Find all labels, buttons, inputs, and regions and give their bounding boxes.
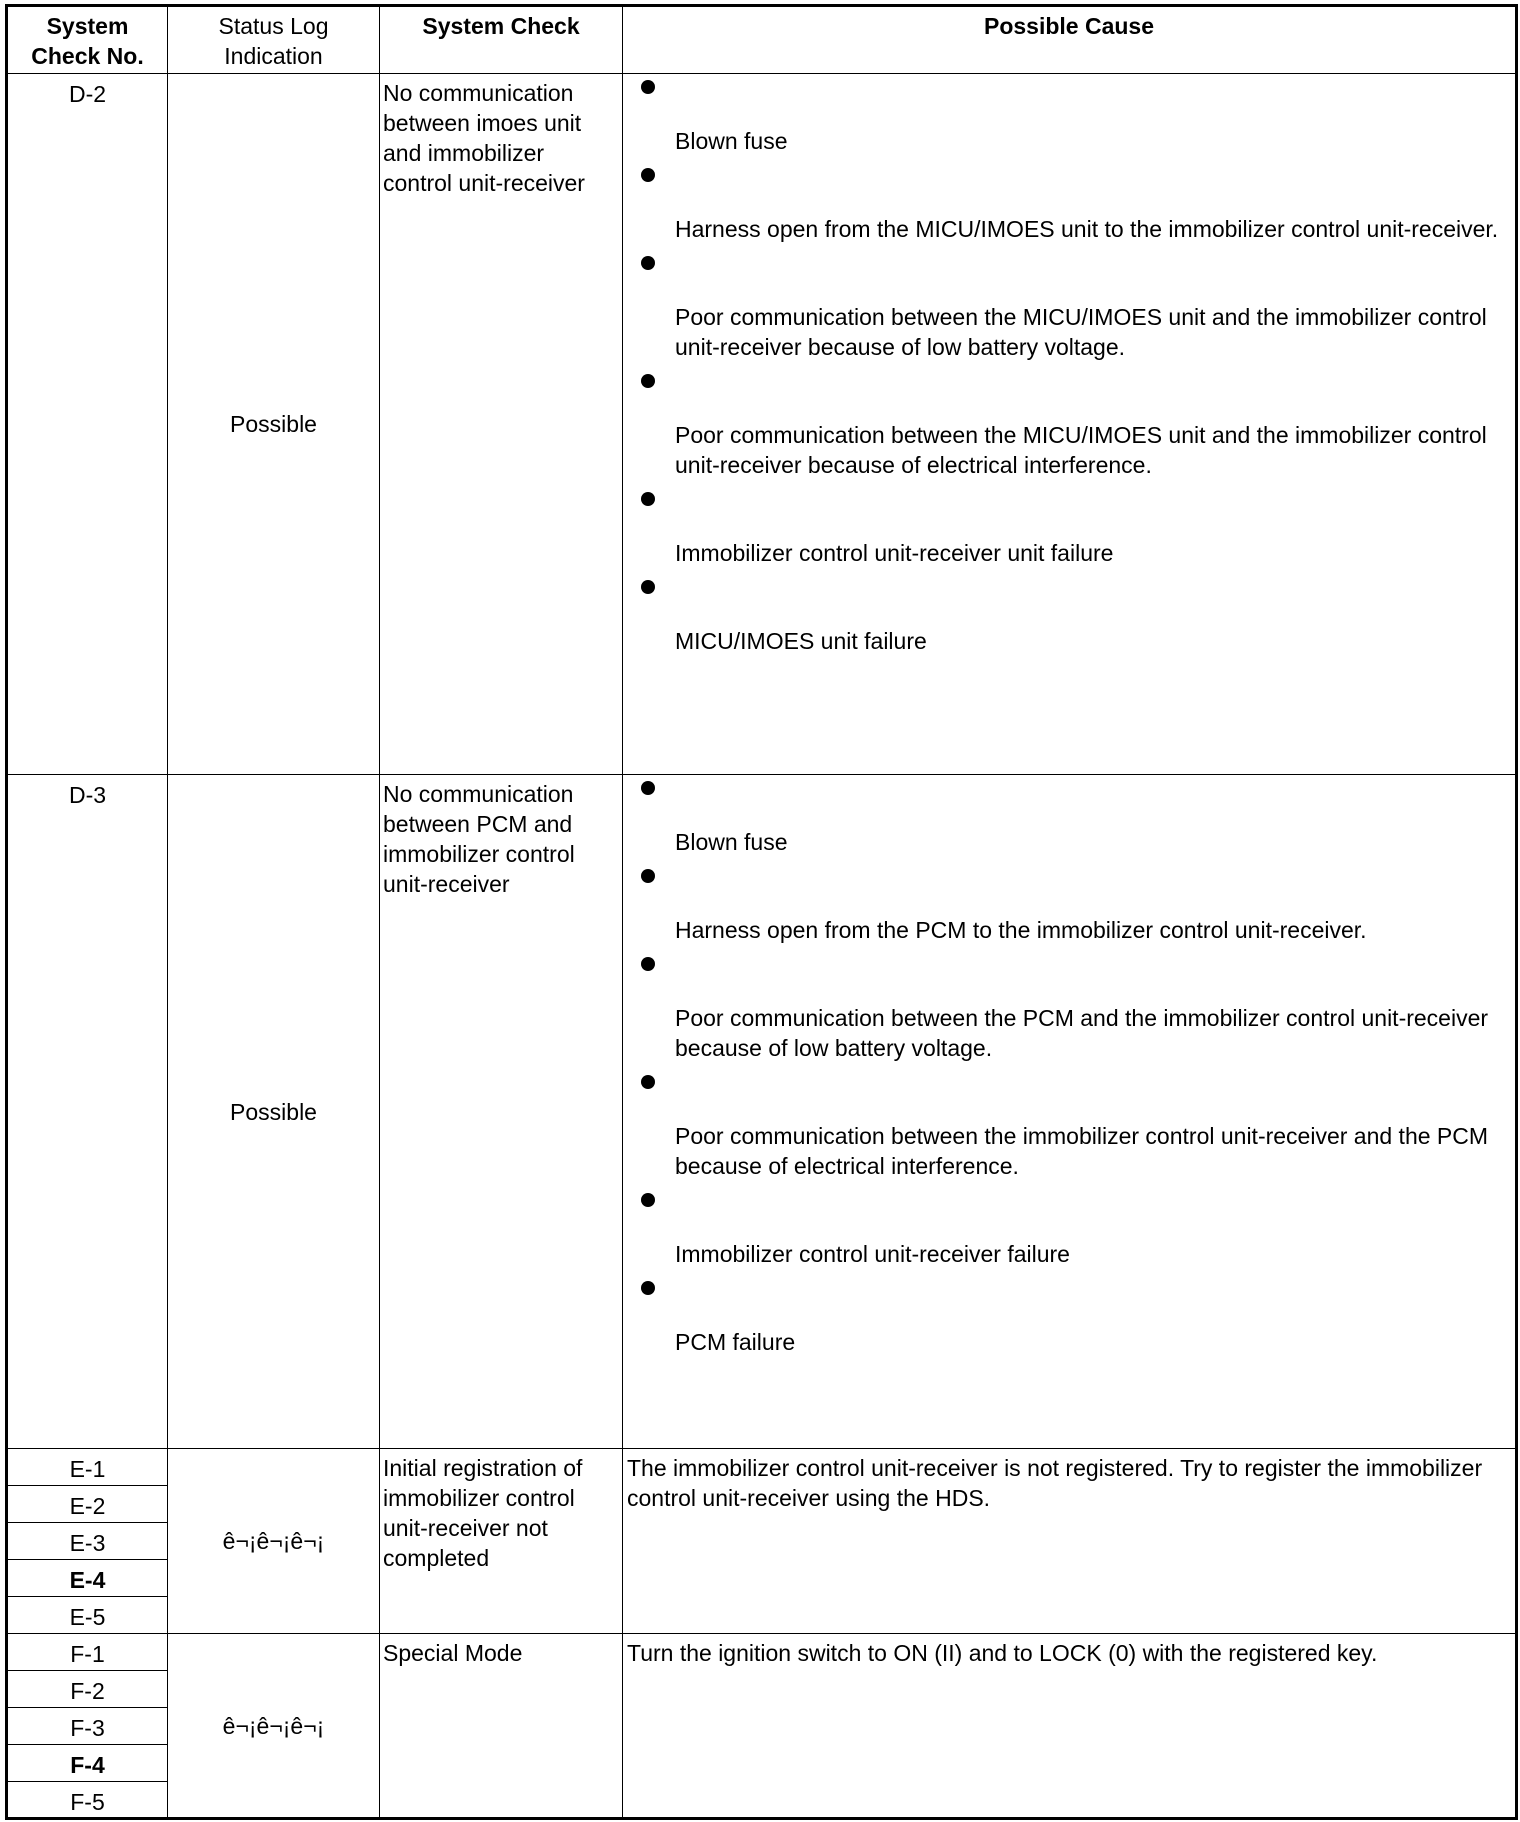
header-possible-cause: Possible Cause	[623, 6, 1517, 74]
list-item	[623, 74, 1509, 156]
system-check-text: Initial registration of immobilizer control unit-receiver not completed	[380, 1449, 623, 1634]
bullet-icon	[641, 1281, 655, 1295]
check-number: E-5	[7, 1597, 168, 1634]
status-log: Possible	[168, 74, 380, 775]
cause-text: Immobilizer control unit-receiver unit failure	[675, 540, 1114, 566]
bullet-icon	[641, 256, 655, 270]
cause-text: Harness open from the MICU/IMOES unit to the immobilizer control unit-receiver.	[675, 216, 1499, 242]
cause-list	[623, 775, 1517, 1449]
bullet-icon	[641, 492, 655, 506]
status-log: Possible	[168, 775, 380, 1449]
header-system-check: System Check	[380, 6, 623, 74]
cause-text: Immobilizer control unit-receiver failure	[675, 1241, 1070, 1267]
bullet-icon	[641, 957, 655, 971]
list-item	[623, 1275, 1509, 1357]
cause-list	[623, 74, 1517, 775]
header-row	[7, 6, 1517, 74]
bullet-icon	[641, 168, 655, 182]
list-item	[623, 368, 1509, 480]
cause-text: Poor communication between the MICU/IMOES unit and the immobilizer control unit-receiver because of electrical interference.	[675, 422, 1487, 478]
list-item	[623, 1187, 1509, 1269]
system-check-text: No communication between PCM and immobilizer control unit-receiver	[380, 775, 623, 1449]
check-number: F-1	[7, 1634, 168, 1671]
check-number: F-2	[7, 1671, 168, 1708]
cause-text: Poor communication between the immobilizer control unit-receiver and the PCM because of electrical interference.	[675, 1123, 1489, 1179]
bullet-icon	[641, 1193, 655, 1207]
bullet-icon	[641, 374, 655, 388]
list-item	[623, 574, 1509, 656]
list-item	[623, 162, 1509, 244]
list-item	[623, 775, 1509, 857]
list-item	[623, 1069, 1509, 1181]
bullet-icon	[641, 1075, 655, 1089]
list-item	[623, 863, 1509, 945]
cause-text: Blown fuse	[675, 128, 788, 154]
system-check-table	[5, 4, 1515, 1816]
bullet-icon	[641, 781, 655, 795]
system-check-text: No communication between imoes unit and immobilizer control unit-receiver	[380, 74, 623, 775]
bullet-icon	[641, 580, 655, 594]
cause-text: MICU/IMOES unit failure	[675, 628, 927, 654]
row-d2	[7, 74, 1517, 775]
header-check-no: System Check No.	[7, 6, 168, 74]
check-number: D-2	[7, 74, 168, 775]
list-item	[623, 486, 1509, 568]
cause-text: Poor communication between the PCM and the immobilizer control unit-receiver because of low battery voltage.	[675, 1005, 1489, 1061]
status-log: ê¬¡ê¬¡ê¬¡	[168, 1449, 380, 1634]
check-number: E-4	[7, 1560, 168, 1597]
row-f1	[7, 1634, 1517, 1671]
row-e1	[7, 1449, 1517, 1486]
list-item	[623, 250, 1509, 362]
header-status-log: Status Log Indication	[168, 6, 380, 74]
check-number: E-2	[7, 1486, 168, 1523]
cause-text: Poor communication between the MICU/IMOES unit and the immobilizer control unit-receiver because of low battery voltage.	[675, 304, 1487, 360]
check-number: F-5	[7, 1782, 168, 1819]
cause-text: Blown fuse	[675, 829, 788, 855]
cause-text: The immobilizer control unit-receiver is not registered. Try to register the immobilizer control unit-receiver using the HDS.	[623, 1449, 1517, 1634]
check-number: E-1	[7, 1449, 168, 1486]
row-d3	[7, 775, 1517, 1449]
check-number: F-4	[7, 1745, 168, 1782]
check-number: E-3	[7, 1523, 168, 1560]
check-number: D-3	[7, 775, 168, 1449]
list-item	[623, 951, 1509, 1063]
status-log: ê¬¡ê¬¡ê¬¡	[168, 1634, 380, 1819]
cause-text: Turn the ignition switch to ON (II) and to LOCK (0) with the registered key.	[623, 1634, 1517, 1819]
system-check-text: Special Mode	[380, 1634, 623, 1819]
bullet-icon	[641, 80, 655, 94]
bullet-icon	[641, 869, 655, 883]
cause-text: PCM failure	[675, 1329, 796, 1355]
table	[5, 4, 1518, 1820]
check-number: F-3	[7, 1708, 168, 1745]
cause-text: Harness open from the PCM to the immobilizer control unit-receiver.	[675, 917, 1367, 943]
